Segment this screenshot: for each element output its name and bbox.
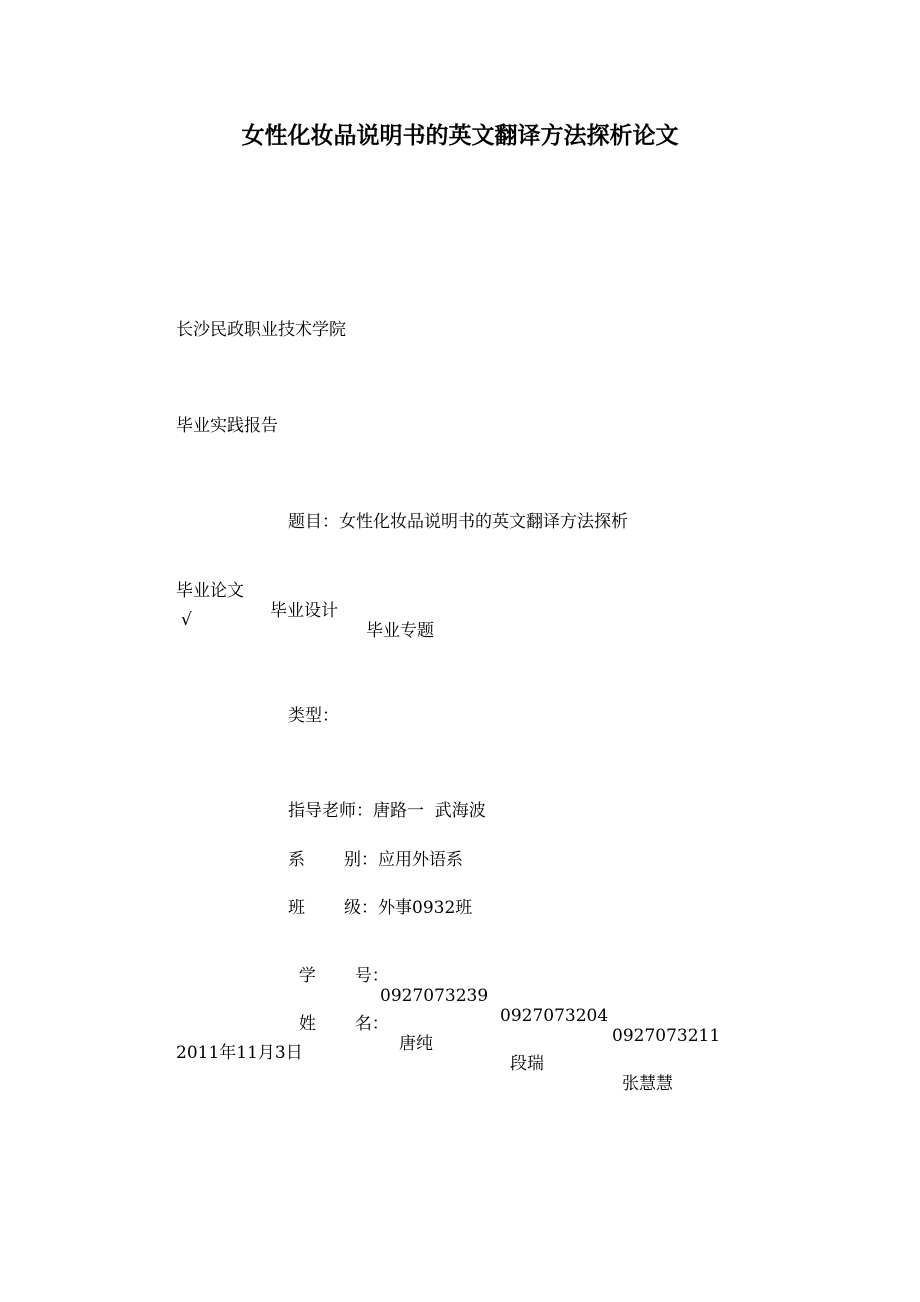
class-line xyxy=(288,898,472,918)
student-id-label-second: 号： xyxy=(354,966,389,986)
student-id-1: 0927073239 xyxy=(380,986,489,1006)
advisor-label: 指导老师： xyxy=(288,801,373,821)
class-label-first: 班 xyxy=(288,898,305,918)
report-date: 2011年11月3日 xyxy=(176,1043,303,1063)
category-design: 毕业设计 xyxy=(270,601,338,621)
college-name: 长沙民政职业技术学院 xyxy=(176,320,346,340)
class-label-second: 级： xyxy=(344,898,378,918)
student-name-2: 段瑞 xyxy=(510,1054,544,1074)
topic-line xyxy=(288,512,628,532)
student-name-3: 张慧慧 xyxy=(622,1074,673,1094)
category-topic: 毕业专题 xyxy=(366,621,434,641)
student-id-3: 0927073211 xyxy=(612,1026,721,1046)
type-label: 类型： xyxy=(288,706,339,726)
name-label-first: 姓 xyxy=(298,1014,316,1034)
student-id-label-first: 学 xyxy=(298,966,316,986)
category-thesis: 毕业论文 xyxy=(176,581,244,601)
department-line xyxy=(288,850,463,870)
advisor-value: 唐路一 武海波 xyxy=(373,801,486,821)
topic-label: 题目： xyxy=(288,512,339,532)
class-value: 外事0932班 xyxy=(378,898,473,918)
department-label-second: 别： xyxy=(344,850,378,870)
student-id-2: 0927073204 xyxy=(500,1006,609,1026)
advisor-line xyxy=(288,801,486,821)
student-name-1: 唐纯 xyxy=(399,1034,433,1054)
department-label-first: 系 xyxy=(288,850,305,870)
check-mark: √ xyxy=(181,610,192,630)
department-value: 应用外语系 xyxy=(378,850,463,870)
name-label-second: 名： xyxy=(354,1014,389,1034)
report-type: 毕业实践报告 xyxy=(176,416,278,436)
topic-value: 女性化妆品说明书的英文翻译方法探析 xyxy=(339,512,628,532)
document-title: 女性化妆品说明书的英文翻译方法探析论文 xyxy=(241,122,679,149)
